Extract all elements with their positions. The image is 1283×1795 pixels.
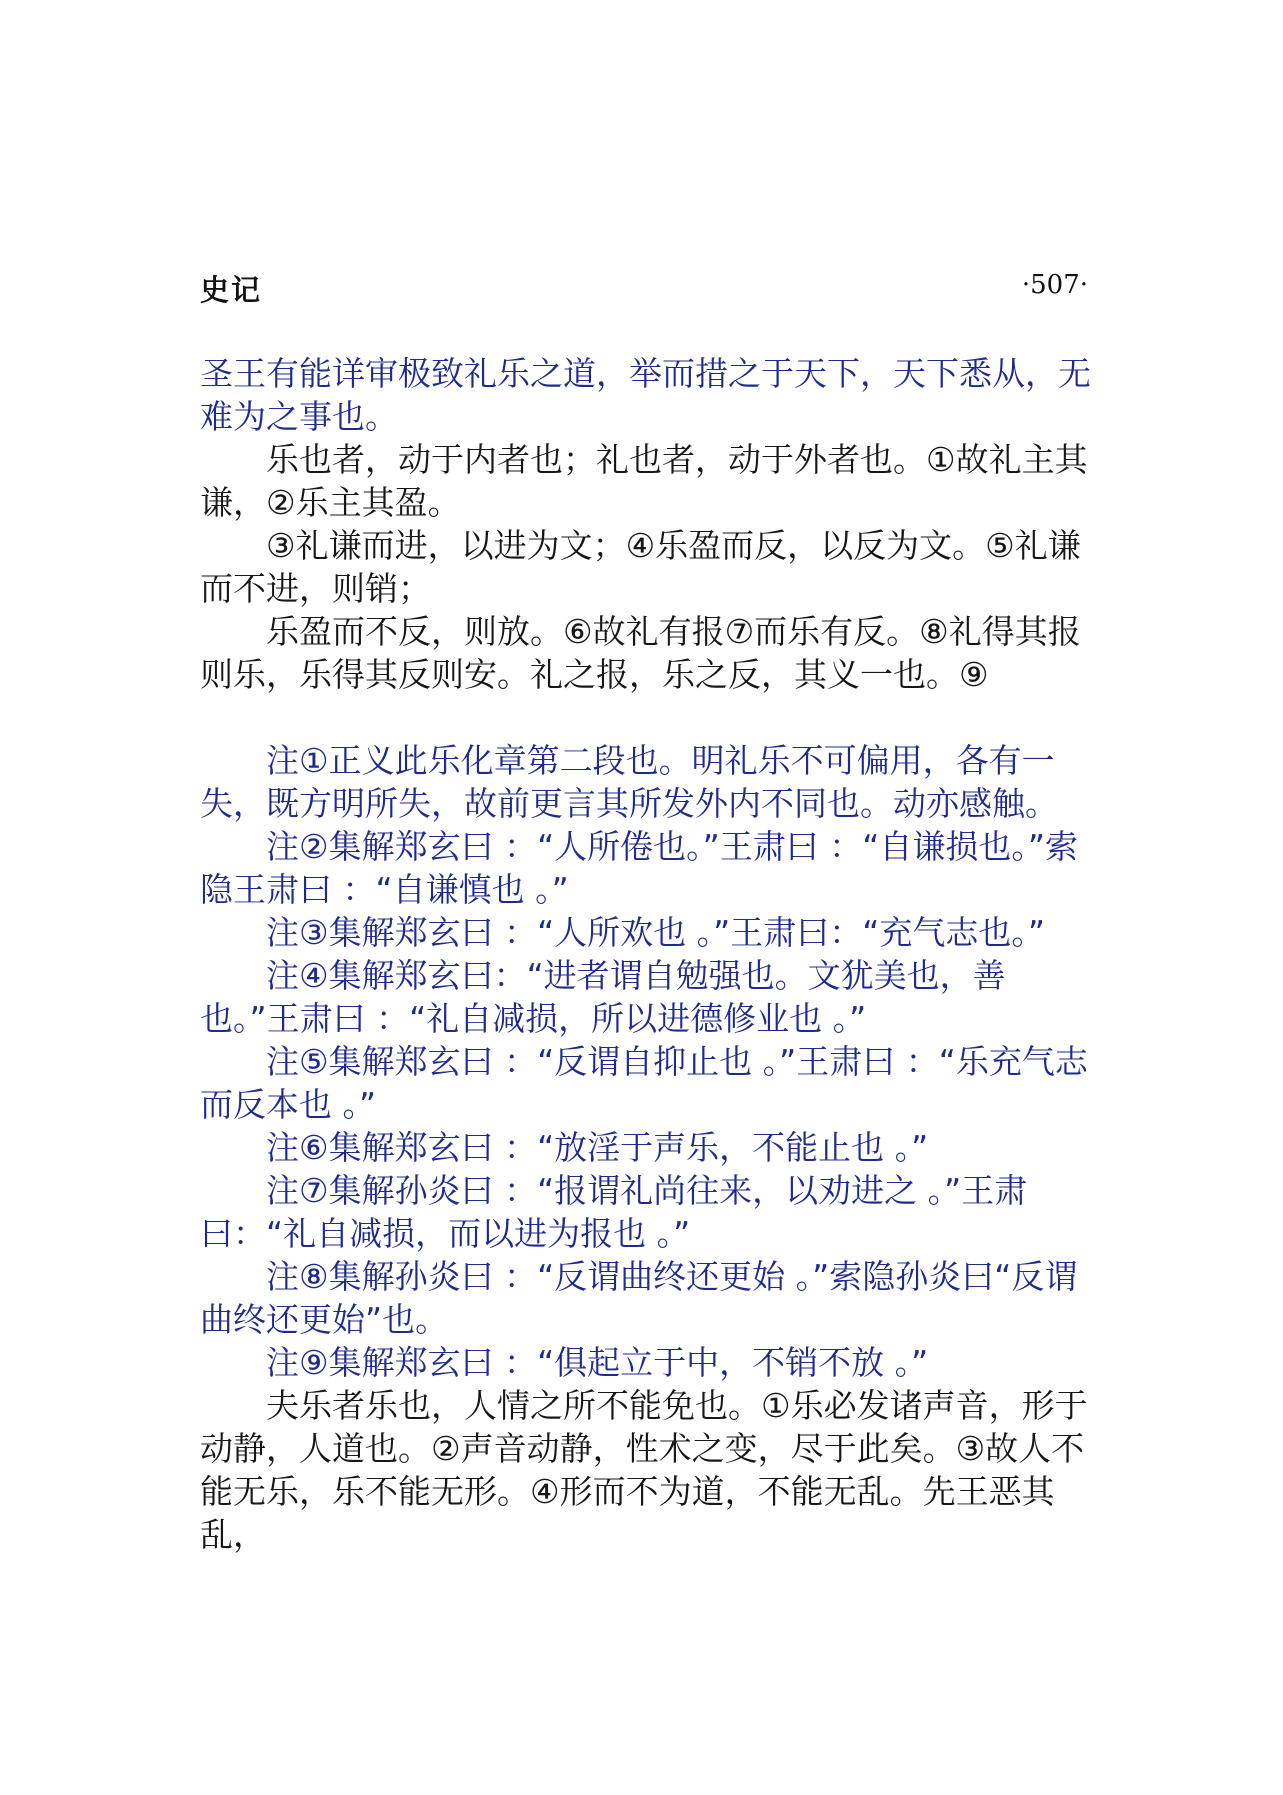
main-text-continuation: 夫乐者乐也，人情之所不能免也。①乐必发诸声音，形于动静，人道也。②声音动静，性术之变，尽于此矣。③故人不能无乐，乐不能无形。④形而不为道，不能无乱。先王恶其乱， bbox=[200, 1386, 1088, 1554]
main-text-paragraph: 乐也者，动于内者也；礼也者，动于外者也。①故礼主其谦，②乐主其盈。 bbox=[200, 440, 1088, 522]
main-text-paragraph: 乐盈而不反，则放。⑥故礼有报⑦而乐有反。⑧礼得其报则乐，乐得其反则安。礼之报，乐之反，其义一也。⑨ bbox=[200, 612, 1081, 694]
note-2: 注②集解郑玄曰 ：“人所倦也。”王肃曰 ：“自谦损也。”索隐王肃曰 ：“自谦慎也 。” bbox=[200, 827, 1078, 909]
notes-section bbox=[200, 739, 1100, 1384]
note-7: 注⑦集解孙炎曰 ：“报谓礼尚往来，以劝进之 。”王肃曰：“礼自减损，而以进为报也 。” bbox=[200, 1171, 1028, 1253]
page-body bbox=[200, 352, 1100, 1556]
book-title: 史记 bbox=[200, 273, 263, 307]
note-1: 注①正义此乐化章第二段也。明礼乐不可偏用，各有一失，既方明所失，故前更言其所发外内不同也。动亦感触。 bbox=[200, 741, 1058, 823]
page-header bbox=[200, 268, 1088, 308]
note-6: 注⑥集解郑玄曰 ：“放淫于声乐，不能止也 。” bbox=[266, 1128, 929, 1167]
note-9: 注⑨集解郑玄曰 ：“俱起立于中，不销不放 。” bbox=[266, 1343, 929, 1382]
note-8: 注⑧集解孙炎曰 ：“反谓曲终还更始 。”索隐孙炎曰“反谓曲终还更始”也。 bbox=[200, 1257, 1078, 1339]
note-3: 注③集解郑玄曰 ：“人所欢也 。”王肃曰：“充气志也。” bbox=[266, 913, 1045, 952]
note-5: 注⑤集解郑玄曰 ：“反谓自抑止也 。”王肃曰 ：“乐充气志而反本也 。” bbox=[200, 1042, 1088, 1124]
commentary-paragraph: 圣王有能详审极致礼乐之道，举而措之于天下，天下悉从，无难为之事也。 bbox=[200, 354, 1091, 436]
page-number: ·507· bbox=[1021, 270, 1088, 300]
section-spacer bbox=[200, 696, 1100, 739]
note-4: 注④集解郑玄曰：“进者谓自勉强也。文犹美也，善也。”王肃曰 ：“礼自减损，所以进德修业也 。” bbox=[200, 956, 1006, 1038]
main-text-paragraph: ③礼谦而进，以进为文；④乐盈而反，以反为文。⑤礼谦而不进，则销； bbox=[200, 526, 1081, 608]
